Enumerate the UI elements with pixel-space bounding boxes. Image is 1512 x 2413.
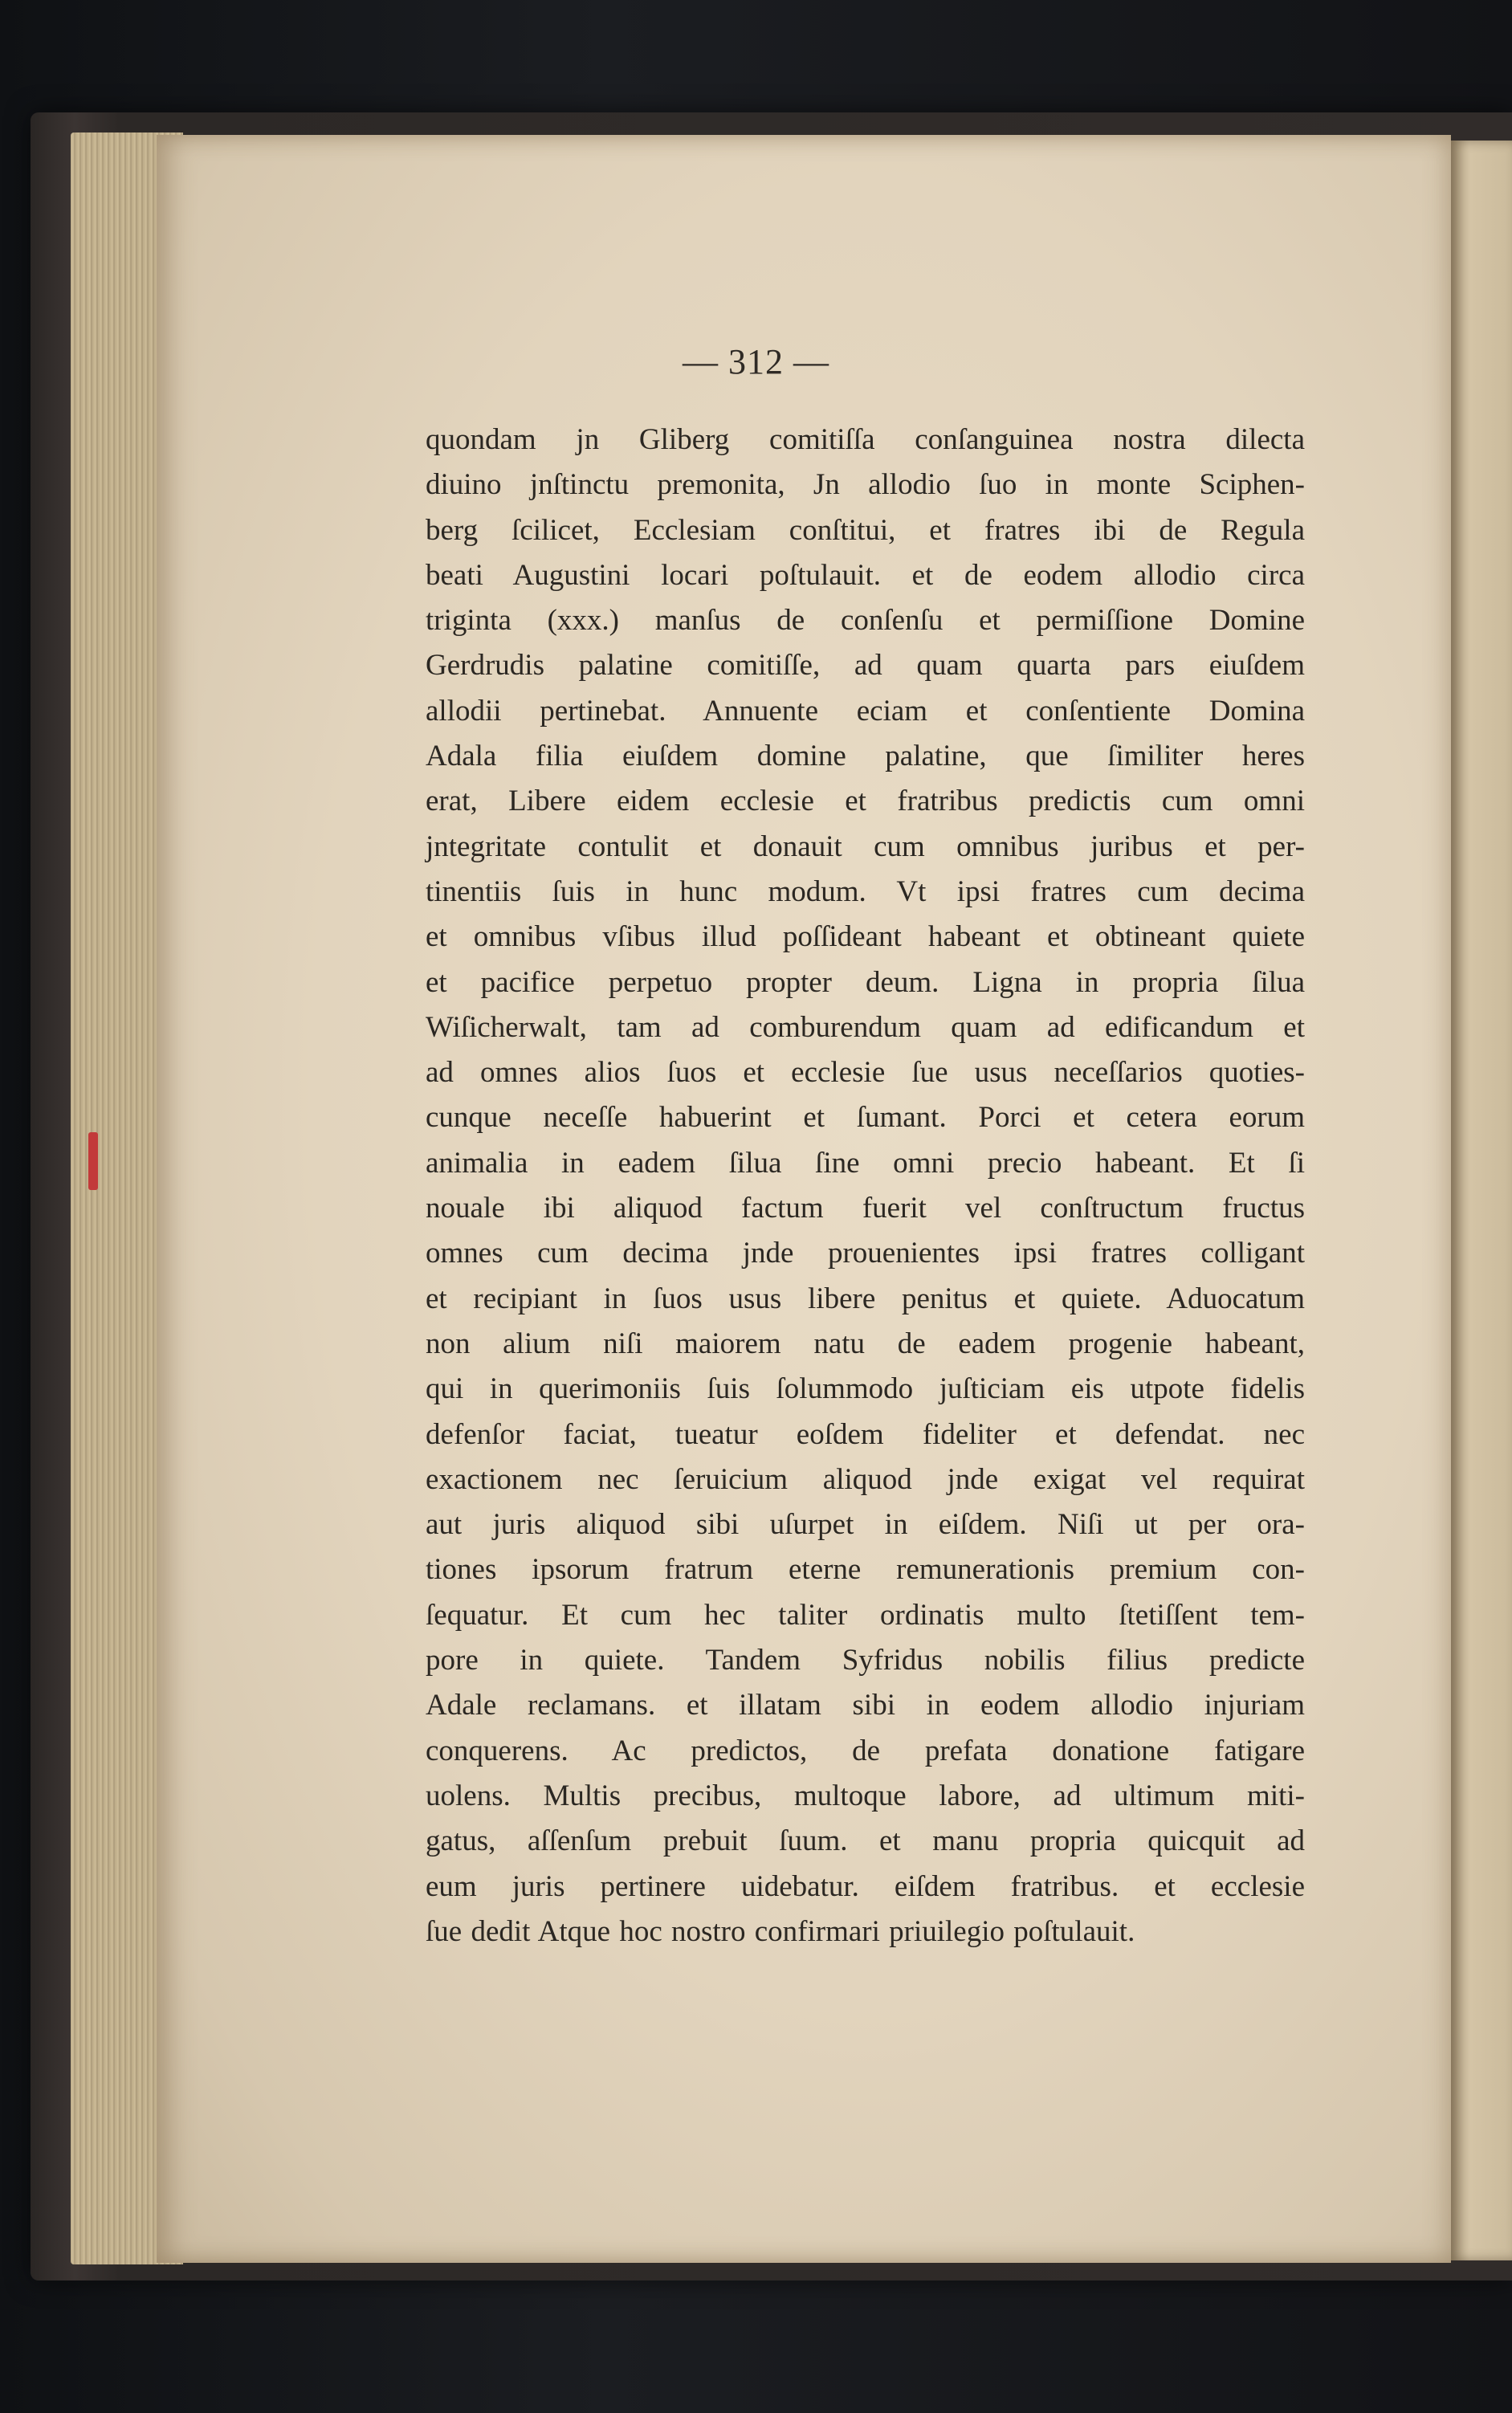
text-line: omnes cum decima jnde prouenientes ipsi fratres colligant bbox=[426, 1237, 1305, 1270]
text-line: ad omnes alios ſuos et ecclesie ſue usus neceſſarios quoties- bbox=[426, 1056, 1305, 1090]
text-line: erat, Libere eidem ecclesie et fratribus predictis cum omni bbox=[426, 785, 1305, 818]
body-text bbox=[426, 418, 1305, 1954]
text-line: quondam jn Gliberg comitiſſa conſanguinea nostra dilecta bbox=[426, 423, 1305, 456]
text-line: non alium niſi maiorem natu de eadem progenie habeant, bbox=[426, 1327, 1305, 1360]
text-line: Adale reclamans. et illatam sibi in eodem allodio injuriam bbox=[426, 1689, 1305, 1722]
text-line: berg ſcilicet, Ecclesiam conſtitui, et fratres ibi de Regula bbox=[426, 513, 1305, 547]
text-line: et omnibus vſibus illud poſſideant habeant et obtineant quiete bbox=[426, 920, 1305, 954]
text-line: Gerdrudis palatine comitiſſe, ad quam quarta pars eiuſdem bbox=[426, 649, 1305, 683]
text-line: diuino jnſtinctu premonita, Jn allodio ſuo in monte Sciphen- bbox=[426, 468, 1305, 502]
text-line: allodii pertinebat. Annuente eciam et conſentiente Domina bbox=[426, 694, 1305, 728]
text-line: gatus, aſſenſum prebuit ſuum. et manu propria quicquit ad bbox=[426, 1824, 1305, 1858]
text-line: conquerens. Ac predictos, de prefata donatione fatigare bbox=[426, 1734, 1305, 1767]
text-line: Wiſicherwalt, tam ad comburendum quam ad edificandum et bbox=[426, 1010, 1305, 1044]
text-line: pore in quiete. Tandem Syfridus nobilis filius predicte bbox=[426, 1644, 1305, 1677]
text-line: qui in querimoniis ſuis ſolummodo juſticiam eis utpote fidelis bbox=[426, 1372, 1305, 1406]
text-line: exactionem nec ſeruicium aliquod jnde exigat vel requirat bbox=[426, 1462, 1305, 1496]
text-line: uolens. Multis precibus, multoque labore, ad ultimum miti- bbox=[426, 1779, 1305, 1812]
text-line: et pacifice perpetuo propter deum. Ligna in propria ſilua bbox=[426, 965, 1305, 999]
text-line: aut juris aliquod sibi uſurpet in eiſdem. Niſi ut per ora- bbox=[426, 1508, 1305, 1542]
text-line: Adala filia eiuſdem domine palatine, que ſimiliter heres bbox=[426, 740, 1305, 773]
facing-page-edge bbox=[1451, 141, 1512, 2260]
text-line: ſequatur. Et cum hec taliter ordinatis multo ſtetiſſent tem- bbox=[426, 1598, 1305, 1632]
text-line: animalia in eadem ſilua ſine omni precio habeant. Et ſi bbox=[426, 1146, 1305, 1180]
text-line: defenſor faciat, tueatur eoſdem fideliter et defendat. nec bbox=[426, 1417, 1305, 1451]
text-line: cunque neceſſe habuerint et ſumant. Porci et cetera eorum bbox=[426, 1101, 1305, 1135]
text-line: et recipiant in ſuos usus libere penitus et quiete. Aduocatum bbox=[426, 1282, 1305, 1315]
text-line: eum juris pertinere uidebatur. eiſdem fratribus. et ecclesie bbox=[426, 1869, 1305, 1903]
text-line: jntegritate contulit et donauit cum omnibus juribus et per- bbox=[426, 829, 1305, 863]
bookmark-ribbon bbox=[88, 1132, 98, 1190]
text-line: tiones ipsorum fratrum eterne remunerationis premium con- bbox=[426, 1553, 1305, 1587]
text-line: triginta (xxx.) manſus de conſenſu et permiſſione Domine bbox=[426, 604, 1305, 638]
text-line: nouale ibi aliquod factum fuerit vel conſtructum fructus bbox=[426, 1192, 1305, 1225]
text-line: beati Augustini locari poſtulauit. et de eodem allodio circa bbox=[426, 558, 1305, 592]
text-line: tinentiis ſuis in hunc modum. Vt ipsi fratres cum decima bbox=[426, 874, 1305, 908]
page-number: — 312 — bbox=[683, 342, 829, 381]
text-line: ſue dedit Atque hoc nostro confirmari priuilegio poſtulauit. bbox=[426, 1914, 1135, 1948]
